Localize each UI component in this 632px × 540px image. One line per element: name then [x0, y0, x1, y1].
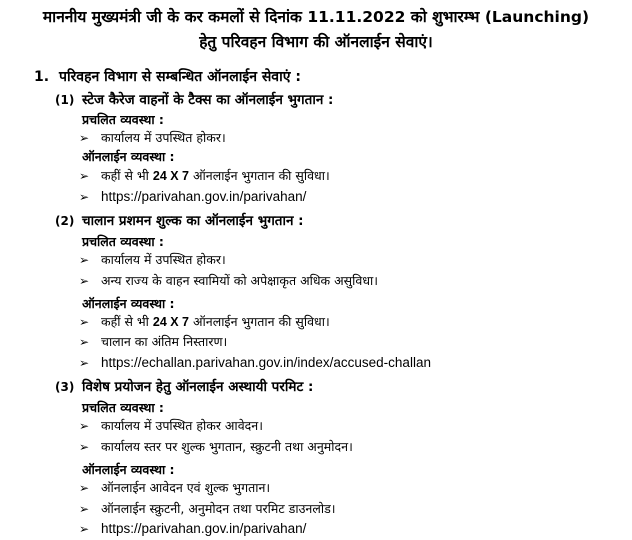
- list-item: [79, 188, 306, 206]
- list-item: ➢ कहीं से भी 24 X 7 ऑनलाईन भुगतान की सुविधा।: [79, 168, 330, 183]
- section-title: परिवहन विभाग से सम्बन्धित ऑनलाईन सेवाएं :: [59, 69, 301, 85]
- subsection-title: चालान प्रशमन शुल्क का ऑनलाईन भुगतान :: [82, 213, 304, 229]
- current-system-label: प्रचलित व्यवस्था :: [82, 234, 164, 249]
- section-number: 1.: [34, 69, 50, 85]
- arrow-bullet-icon: ➢: [79, 131, 90, 145]
- service-url[interactable]: https://parivahan.gov.in/parivahan/: [101, 521, 307, 536]
- arrow-bullet-icon: ➢: [79, 274, 90, 288]
- subsection-1-heading: [55, 91, 333, 109]
- section-1-heading: [34, 68, 301, 86]
- list-item: ➢ कहीं से भी 24 X 7 ऑनलाईन भुगतान की सुविधा।: [79, 314, 330, 329]
- list-item: [79, 520, 306, 538]
- subsection-number: (1): [55, 93, 75, 107]
- online-system-label: ऑनलाईन व्यवस्था :: [82, 462, 175, 477]
- list-item: ➢ ऑनलाईन स्क्रुटनी, अनुमोदन तथा परमिट डाउनलोड।: [79, 501, 336, 516]
- subsection-3-heading: [55, 378, 313, 396]
- service-url[interactable]: https://echallan.parivahan.gov.in/index/accused-challan: [101, 355, 431, 370]
- online-system-label: ऑनलाईन व्यवस्था :: [82, 296, 175, 311]
- arrow-bullet-icon: ➢: [79, 356, 90, 370]
- current-system-label: प्रचलित व्यवस्था :: [82, 400, 164, 415]
- subsection-number: (2): [55, 214, 75, 228]
- subsection-title: स्टेज कैरेज वाहनों के टैक्स का ऑनलाईन भुगतान :: [82, 92, 334, 108]
- arrow-bullet-icon: ➢: [79, 440, 90, 454]
- list-item: ➢ कार्यालय में उपस्थित होकर।: [79, 252, 226, 267]
- arrow-bullet-icon: ➢: [79, 481, 90, 495]
- title-line-1: माननीय मुख्यमंत्री जी के कर कमलों से दिनांक 11.11.2022 को शुभारम्भ (Launching): [42, 8, 590, 26]
- arrow-bullet-icon: ➢: [79, 315, 90, 329]
- list-item: ➢ चालान का अंतिम निस्तारण।: [79, 334, 228, 349]
- current-system-label: प्रचलित व्यवस्था :: [82, 112, 164, 127]
- subsection-2-heading: [55, 212, 304, 230]
- subsection-title: विशेष प्रयोजन हेतु ऑनलाईन अस्थायी परमिट :: [82, 379, 314, 395]
- subsection-number: (3): [55, 380, 75, 394]
- arrow-bullet-icon: ➢: [79, 253, 90, 267]
- list-item: ➢ अन्य राज्य के वाहन स्वामियों को अपेक्षाकृत अधिक असुविधा।: [79, 273, 378, 288]
- service-url[interactable]: https://parivahan.gov.in/parivahan/: [101, 189, 307, 204]
- arrow-bullet-icon: ➢: [79, 502, 90, 516]
- list-item: ➢ कार्यालय में उपस्थित होकर।: [79, 130, 226, 145]
- arrow-bullet-icon: ➢: [79, 169, 90, 183]
- availability-text: 24 X 7: [152, 315, 190, 329]
- arrow-bullet-icon: ➢: [79, 419, 90, 433]
- availability-text: 24 X 7: [152, 169, 190, 183]
- list-item: ➢ कार्यालय स्तर पर शुल्क भुगतान, स्क्रुटनी तथा अनुमोदन।: [79, 439, 353, 454]
- list-item: [79, 354, 431, 372]
- list-item: ➢ कार्यालय में उपस्थित होकर आवेदन।: [79, 418, 263, 433]
- arrow-bullet-icon: ➢: [79, 522, 90, 536]
- arrow-bullet-icon: ➢: [79, 190, 90, 204]
- arrow-bullet-icon: ➢: [79, 335, 90, 349]
- online-system-label: ऑनलाईन व्यवस्था :: [82, 149, 175, 164]
- list-item: ➢ ऑनलाईन आवेदन एवं शुल्क भुगतान।: [79, 480, 271, 495]
- title-line-2: हेतु परिवहन विभाग की ऑनलाईन सेवाएं।: [199, 33, 433, 51]
